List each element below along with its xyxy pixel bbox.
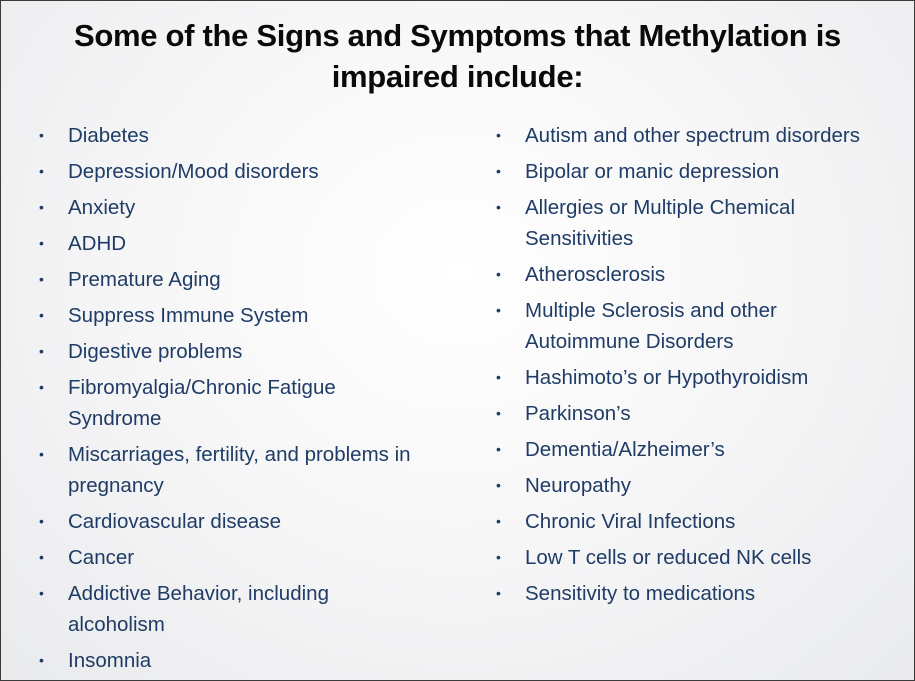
list-item — [496, 120, 911, 151]
list-item — [496, 506, 911, 537]
list-item-label: Diabetes — [68, 124, 149, 147]
list-item — [39, 228, 469, 259]
list-item — [39, 506, 469, 537]
list-item-label: Chronic Viral Infections — [525, 510, 736, 533]
symptom-list-right — [496, 120, 911, 614]
bullet-icon: • — [39, 235, 44, 251]
bullet-icon: • — [496, 549, 501, 565]
list-item-label: Multiple Sclerosis and other Autoimmune Disorders — [525, 299, 777, 353]
list-item — [496, 542, 911, 573]
list-item-label: Autism and other spectrum disorders — [525, 124, 860, 147]
list-item-label: Suppress Immune System — [68, 304, 309, 327]
bullet-icon: • — [496, 302, 501, 318]
list-item-label: Dementia/Alzheimer’s — [525, 438, 725, 461]
bullet-icon: • — [39, 307, 44, 323]
list-item — [39, 120, 469, 151]
bullet-icon: • — [39, 446, 44, 462]
list-item — [39, 336, 469, 367]
list-item-label: Neuropathy — [525, 474, 631, 497]
list-item — [39, 372, 368, 434]
list-item — [496, 156, 911, 187]
list-item — [496, 434, 911, 465]
list-item — [496, 259, 911, 290]
bullet-icon: • — [496, 441, 501, 457]
list-item-label: Addictive Behavior, including alcoholism — [68, 582, 329, 636]
list-item — [496, 398, 911, 429]
list-item-label: Bipolar or manic depression — [525, 160, 780, 183]
list-item-label: Digestive problems — [68, 340, 243, 363]
list-item — [39, 264, 469, 295]
list-item-label: Hashimoto’s or Hypothyroidism — [525, 366, 809, 389]
list-item — [39, 578, 398, 640]
bullet-icon: • — [39, 127, 44, 143]
list-item — [39, 645, 469, 676]
list-item-label: Parkinson’s — [525, 402, 631, 425]
bullet-icon: • — [39, 163, 44, 179]
list-item — [39, 156, 469, 187]
list-item-label: Premature Aging — [68, 268, 221, 291]
bullet-icon: • — [496, 199, 501, 215]
bullet-icon: • — [39, 585, 44, 601]
bullet-icon: • — [39, 271, 44, 287]
bullet-icon: • — [496, 369, 501, 385]
list-item-label: Miscarriages, fertility, and problems in pregnancy — [68, 443, 411, 497]
list-item — [496, 295, 845, 357]
bullet-icon: • — [496, 127, 501, 143]
list-item-label: Fibromyalgia/Chronic Fatigue Syndrome — [68, 376, 336, 430]
list-item-label: Insomnia — [68, 649, 152, 672]
bullet-icon: • — [496, 513, 501, 529]
bullet-icon: • — [496, 266, 501, 282]
bullet-icon: • — [496, 405, 501, 421]
bullet-icon: • — [39, 513, 44, 529]
list-item-label: Depression/Mood disorders — [68, 160, 319, 183]
list-item-label: Cardiovascular disease — [68, 510, 282, 533]
symptom-list-left — [39, 120, 469, 681]
list-item — [496, 362, 911, 393]
list-item — [39, 192, 469, 223]
list-item-label: Sensitivity to medications — [525, 582, 756, 605]
list-item-label: Atherosclerosis — [525, 263, 666, 286]
bullet-icon: • — [496, 477, 501, 493]
bullet-icon: • — [39, 199, 44, 215]
list-item-label: Low T cells or reduced NK cells — [525, 546, 812, 569]
bullet-icon: • — [39, 343, 44, 359]
list-item — [39, 542, 469, 573]
bullet-icon: • — [496, 163, 501, 179]
list-item — [39, 300, 469, 331]
bullet-icon: • — [39, 652, 44, 668]
bullet-icon: • — [39, 549, 44, 565]
slide-title: Some of the Signs and Symptoms that Methylation is impaired include: — [74, 18, 841, 94]
list-item-label: Cancer — [68, 546, 135, 569]
list-item — [496, 192, 865, 254]
list-item — [496, 578, 911, 609]
list-item-label: ADHD — [68, 232, 127, 255]
list-item — [496, 470, 911, 501]
list-item-label: Allergies or Multiple Chemical Sensitivities — [525, 196, 796, 250]
bullet-icon: • — [496, 585, 501, 601]
bullet-icon: • — [39, 379, 44, 395]
list-item-label: Anxiety — [68, 196, 136, 219]
list-item — [39, 439, 493, 501]
